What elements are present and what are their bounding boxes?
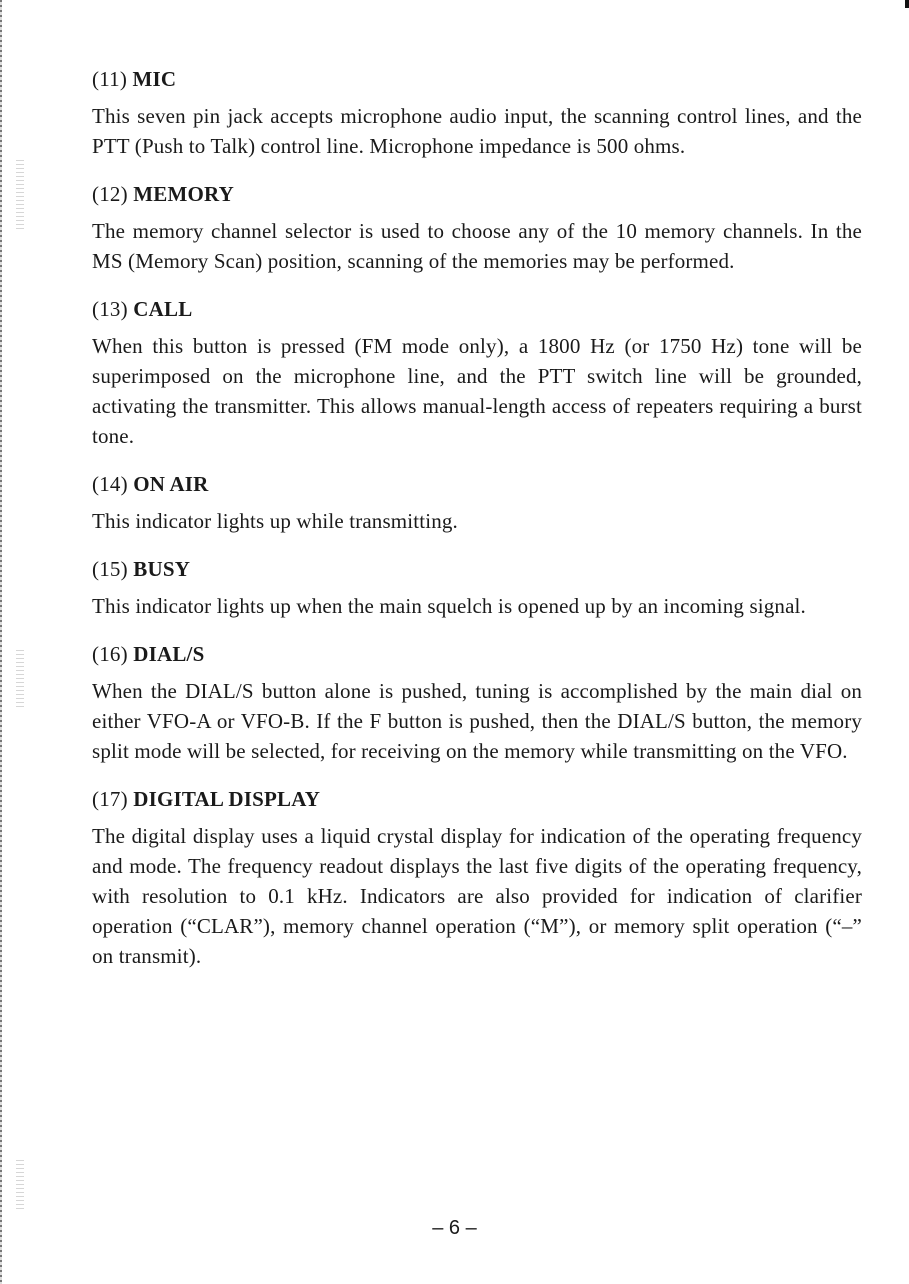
section-body: The digital display uses a liquid crystal display for indication of the operating frequency and mode. The frequency readout displays the last five digits of the operating frequency, with resolution to 0.1 kHz. Indicators are also provided for indication of clarifier operation (“CLAR”), memory channel operation (“M”), or memory split operation (“–” on transmit).: [92, 824, 862, 968]
section-memory: [92, 181, 862, 276]
section-on-air: [92, 471, 862, 536]
section-number: (15): [92, 557, 128, 581]
section-heading: [92, 556, 862, 582]
section-dial-s: [92, 641, 862, 766]
section-title: DIGITAL DISPLAY: [133, 787, 321, 811]
section-title: MEMORY: [133, 182, 235, 206]
scan-speckle: [16, 1160, 24, 1210]
section-number: (14): [92, 472, 128, 496]
section-body: When this button is pressed (FM mode only), a 1800 Hz (or 1750 Hz) tone will be superimposed on the microphone line, and the PTT switch line will be grounded, activating the transmitter. This allows manual-length access of repeaters requiring a burst tone.: [92, 334, 862, 448]
section-body: This seven pin jack accepts microphone audio input, the scanning control lines, and the PTT (Push to Talk) control line. Microphone impedance is 500 ohms.: [92, 104, 862, 158]
page-number: – 6 –: [432, 1217, 477, 1239]
section-heading: [92, 471, 862, 497]
section-number: (16): [92, 642, 128, 666]
section-heading: [92, 641, 862, 667]
section-title: DIAL/S: [133, 642, 205, 666]
section-heading: [92, 66, 862, 92]
section-body: When the DIAL/S button alone is pushed, tuning is accomplished by the main dial on either VFO-A or VFO-B. If the F button is pushed, then the DIAL/S button, the memory split mode will be selected, for receiving on the memory while transmitting on the VFO.: [92, 679, 862, 763]
section-call: [92, 296, 862, 451]
section-number: (11): [92, 67, 128, 91]
section-heading: [92, 296, 862, 322]
section-number: (13): [92, 297, 128, 321]
section-body: The memory channel selector is used to choose any of the 10 memory channels. In the MS (Memory Scan) position, scanning of the memories may be performed.: [92, 219, 862, 273]
section-mic: [92, 66, 862, 161]
section-body: This indicator lights up while transmitting.: [92, 509, 458, 533]
section-heading: [92, 786, 862, 812]
scan-left-edge: [0, 0, 2, 1284]
section-title: CALL: [133, 297, 193, 321]
section-number: (12): [92, 182, 128, 206]
scan-speckle: [16, 650, 24, 710]
section-digital-display: [92, 786, 862, 971]
section-title: BUSY: [133, 557, 191, 581]
scan-speckle: [16, 160, 24, 230]
section-body: This indicator lights up when the main squelch is opened up by an incoming signal.: [92, 594, 806, 618]
section-busy: [92, 556, 862, 621]
section-title: ON AIR: [133, 472, 209, 496]
section-heading: [92, 181, 862, 207]
scan-corner-mark: [905, 0, 909, 8]
section-title: MIC: [132, 67, 177, 91]
section-number: (17): [92, 787, 128, 811]
manual-page-content: [92, 66, 862, 971]
